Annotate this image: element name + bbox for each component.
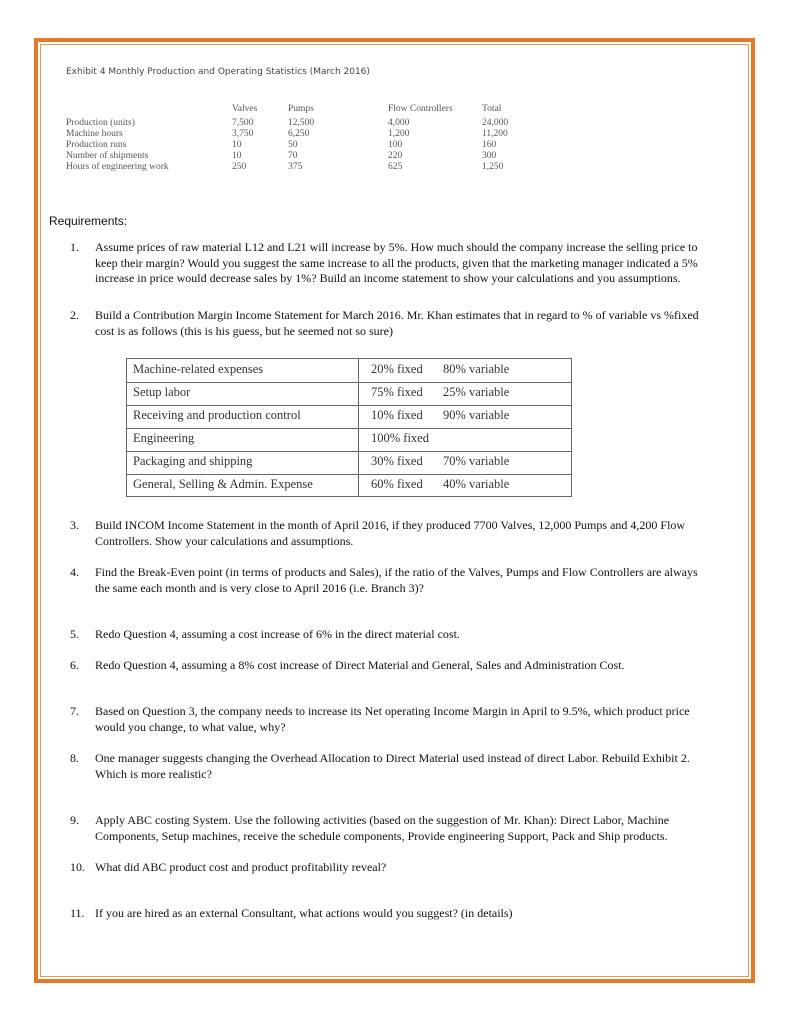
question-text — [95, 240, 698, 287]
question-2 — [70, 308, 750, 340]
question-line: If you are hired as an external Consultant, what actions would you suggest? (in details) — [95, 906, 513, 920]
cost-name: Receiving and production control — [133, 408, 301, 422]
question-text — [95, 704, 690, 735]
cost-fixed: 60% fixed — [371, 477, 423, 491]
table-row — [127, 405, 571, 428]
stats-row-label: Machine hours — [66, 129, 123, 139]
question-line: Redo Question 4, assuming a cost increase of 6% in the direct material cost. — [95, 627, 460, 641]
cost-fixed: 30% fixed — [371, 454, 423, 468]
question-number: 11. — [70, 906, 85, 920]
question-number: 5. — [70, 627, 79, 641]
question-line: Assume prices of raw material L12 and L21 will increase by 5%. How much should the company increase the selling price to — [95, 240, 698, 254]
question-7 — [70, 704, 750, 736]
stats-cell: 250 — [232, 162, 247, 172]
cost-behavior-table — [126, 358, 572, 497]
question-9 — [70, 813, 750, 845]
question-line: increase in price would decrease sales by 1%? Build an income statement to show your calculations and you assumptions. — [95, 271, 681, 285]
question-number: 9. — [70, 813, 79, 827]
stats-cell: 50 — [288, 140, 298, 150]
question-line: cost is as follows (this is his guess, but he seemed not so sure) — [95, 323, 393, 338]
question-line: would you change, to what value, why? — [95, 719, 286, 734]
requirements-heading: Requirements: — [49, 214, 128, 228]
table-row — [127, 359, 571, 382]
question-line: What did ABC product cost and product profitability reveal? — [95, 860, 387, 874]
stats-cell: 6,250 — [288, 129, 310, 139]
question-number: 8. — [70, 751, 79, 765]
question-text — [95, 813, 669, 844]
stats-col-header: Flow Controllers — [388, 104, 453, 114]
stats-cell: 300 — [482, 151, 497, 161]
cost-variable: 25% variable — [443, 385, 510, 399]
cost-fixed: 20% fixed — [371, 362, 423, 376]
question-number: 6. — [70, 658, 79, 672]
question-line: Apply ABC costing System. Use the following activities (based on the suggestion of Mr. Khan): Direct Labor, Machine — [95, 813, 670, 827]
cost-name: Packaging and shipping — [133, 454, 253, 468]
table-row — [127, 382, 571, 405]
question-line: Redo Question 4, assuming a 8% cost increase of Direct Material and General, Sales and Administration Cost. — [95, 658, 625, 672]
stats-row-label: Production runs — [66, 140, 127, 150]
question-text — [95, 906, 513, 922]
question-8 — [70, 751, 750, 783]
stats-cell: 1,200 — [388, 129, 410, 139]
stats-cell: 375 — [288, 162, 303, 172]
question-text — [95, 860, 386, 876]
question-text — [95, 308, 699, 339]
question-number: 10. — [70, 860, 85, 874]
question-number: 4. — [70, 565, 79, 579]
cost-name: Setup labor — [133, 385, 191, 399]
cost-fixed: 10% fixed — [371, 408, 423, 422]
question-line: Find the Break-Even point (in terms of products and Sales), if the ratio of the Valves, Pumps and Flow Controllers are always — [95, 565, 698, 579]
stats-cell: 7,500 — [232, 118, 254, 128]
stats-cell: 625 — [388, 162, 403, 172]
question-text — [95, 627, 460, 643]
stats-cell: 11,200 — [482, 129, 508, 139]
stats-col-header: Pumps — [288, 104, 314, 114]
question-text — [95, 658, 625, 674]
question-number: 2. — [70, 308, 79, 322]
question-line: the same each month and is very close to April 2016 (i.e. Branch 3)? — [95, 580, 424, 595]
question-line: Controllers. Show your calculations and assumptions. — [95, 533, 354, 548]
stats-cell: 10 — [232, 140, 242, 150]
question-6 — [70, 658, 750, 674]
stats-row-label: Production (units) — [66, 118, 135, 128]
question-line: Based on Question 3, the company needs to increase its Net operating Income Margin in April to 9.5%, which product price — [95, 704, 690, 718]
question-5 — [70, 627, 750, 643]
cost-variable: 40% variable — [443, 477, 510, 491]
stats-cell: 160 — [482, 140, 497, 150]
stats-cell: 10 — [232, 151, 242, 161]
table-row — [127, 451, 571, 474]
question-line: Components, Setup machines, receive the schedule components, Provide engineering Support, Pack and Ship products. — [95, 828, 668, 843]
stats-cell: 24,000 — [482, 118, 509, 128]
question-line: Build a Contribution Margin Income Statement for March 2016. Mr. Khan estimates that in regard to % of variable vs %fixed — [95, 308, 699, 322]
question-number: 1. — [70, 240, 79, 254]
stats-cell: 1,250 — [482, 162, 504, 172]
stats-cell: 100 — [388, 140, 403, 150]
question-text — [95, 518, 685, 549]
question-text — [95, 565, 698, 596]
question-line: One manager suggests changing the Overhead Allocation to Direct Material used instead of direct Labor. Rebuild Exhibit 2. — [95, 751, 690, 765]
stats-col-header: Total — [482, 104, 502, 114]
stats-cell: 220 — [388, 151, 403, 161]
exhibit-title: Exhibit 4 Monthly Production and Operating Statistics (March 2016) — [66, 67, 370, 77]
stats-cell: 4,000 — [388, 118, 410, 128]
cost-variable: 70% variable — [443, 454, 510, 468]
cost-fixed: 75% fixed — [371, 385, 423, 399]
question-number: 7. — [70, 704, 79, 718]
stats-col-header: Valves — [232, 104, 258, 114]
question-10 — [70, 860, 750, 876]
table-row — [127, 428, 571, 451]
cost-name: Machine-related expenses — [133, 362, 264, 376]
cost-variable: 80% variable — [443, 362, 510, 376]
question-line: Build INCOM Income Statement in the month of April 2016, if they produced 7700 Valves, 12,000 Pumps and 4,200 Flow — [95, 518, 686, 532]
question-1 — [70, 240, 750, 288]
cost-variable: 90% variable — [443, 408, 510, 422]
question-line: Which is more realistic? — [95, 766, 212, 781]
question-text — [95, 751, 690, 782]
question-4 — [70, 565, 750, 597]
cost-name: General, Selling & Admin. Expense — [133, 477, 313, 491]
stats-row-label: Hours of engineering work — [66, 162, 169, 172]
stats-cell: 12,500 — [288, 118, 315, 128]
cost-fixed: 100% fixed — [371, 431, 429, 445]
question-line: keep their margin? Would you suggest the same increase to all the products, given that the marketing manager indicated a 5% — [95, 255, 698, 270]
question-3 — [70, 518, 750, 550]
stats-cell: 3,750 — [232, 129, 254, 139]
stats-cell: 70 — [288, 151, 298, 161]
cost-name: Engineering — [133, 431, 195, 445]
stats-row-label: Number of shipments — [66, 151, 149, 161]
table-row — [127, 474, 571, 497]
question-number: 3. — [70, 518, 79, 532]
question-11 — [70, 906, 750, 922]
